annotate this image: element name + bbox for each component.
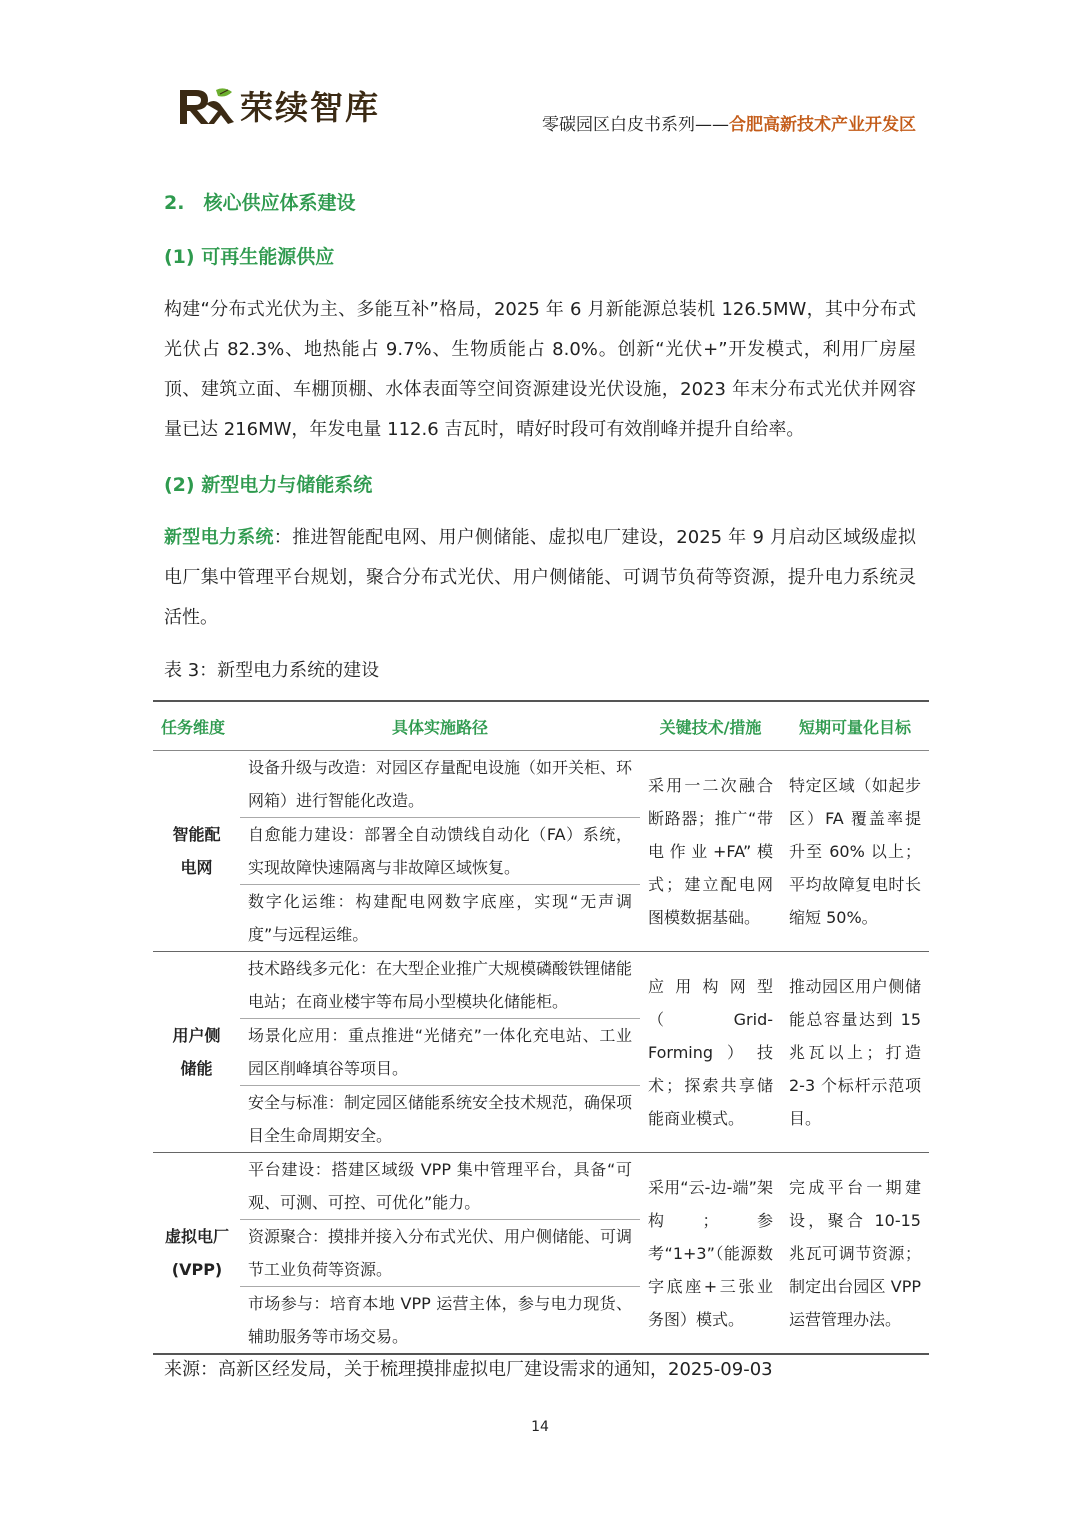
- tech-cell: 采用“云-边-端”架构；参考“1+3”（能源数字底座+三张业务图）模式。: [640, 1153, 781, 1355]
- series-prefix: 零碳园区白皮书系列——: [542, 115, 729, 135]
- subsection-2-paragraph: [164, 518, 916, 638]
- paragraph-lead: 新型电力系统: [164, 527, 274, 548]
- path-cell: 技术路线多元化：在大型企业推广大规模磷酸铁锂储能电站；在商业楼宇等布局小型模块化储能柜。: [240, 952, 640, 1019]
- page-header: [0, 0, 1080, 150]
- dimension-cell: 虚拟电厂(VPP): [153, 1153, 240, 1355]
- subsection-1-title: (1) 可再生能源供应: [164, 246, 335, 268]
- table-header-row: [153, 701, 929, 751]
- path-cell: 设备升级与改造：对园区存量配电设施（如开关柜、环网箱）进行智能化改造。: [240, 751, 640, 818]
- section-title: 2. 核心供应体系建设: [164, 192, 356, 214]
- goal-cell: 推动园区用户侧储能总容量达到 15 兆瓦以上；打造 2-3 个标杆示范项目。: [781, 952, 929, 1153]
- path-cell: 场景化应用：重点推进“光储充”一体化充电站、工业园区削峰填谷等项目。: [240, 1019, 640, 1086]
- series-accent: 合肥高新技术产业开发区: [729, 115, 916, 135]
- logo-text: 荣续智库: [240, 88, 380, 127]
- table-caption: 表 3：新型电力系统的建设: [164, 660, 380, 681]
- logo-rx-icon: [176, 84, 236, 128]
- path-cell: 资源聚合：摸排并接入分布式光伏、用户侧储能、可调节工业负荷等资源。: [240, 1220, 640, 1287]
- path-cell: 数字化运维：构建配电网数字底座，实现“无声调度”与远程运维。: [240, 885, 640, 952]
- goal-cell: 特定区域（如起步区）FA 覆盖率提升至 60% 以上；平均故障复电时长缩短 50%。: [781, 751, 929, 952]
- page-number: 14: [531, 1419, 549, 1435]
- path-cell: 安全与标准：制定园区储能系统安全技术规范，确保项目全生命周期安全。: [240, 1086, 640, 1153]
- header-dimension: 任务维度: [153, 701, 240, 751]
- table-row: [153, 1153, 929, 1220]
- goal-cell: 完成平台一期建设，聚合 10-15 兆瓦可调节资源；制定出台园区 VPP 运营管理办法。: [781, 1153, 929, 1355]
- table-source: 来源：高新区经发局，关于梳理摸排虚拟电厂建设需求的通知，2025-09-03: [164, 1359, 773, 1380]
- power-system-table: [153, 700, 929, 1355]
- path-cell: 平台建设：搭建区域级 VPP 集中管理平台，具备“可观、可测、可控、可优化”能力。: [240, 1153, 640, 1220]
- path-cell: 市场参与：培育本地 VPP 运营主体，参与电力现货、辅助服务等市场交易。: [240, 1287, 640, 1355]
- path-cell: 自愈能力建设：部署全自动馈线自动化（FA）系统，实现故障快速隔离与非故障区域恢复。: [240, 818, 640, 885]
- table-row: [153, 751, 929, 818]
- dimension-cell: 用户侧储能: [153, 952, 240, 1153]
- header-path: 具体实施路径: [240, 701, 640, 751]
- header-goal: 短期可量化目标: [781, 701, 929, 751]
- dimension-cell: 智能配电网: [153, 751, 240, 952]
- header-tech: 关键技术/措施: [640, 701, 781, 751]
- subsection-1-paragraph: 构建“分布式光伏为主、多能互补”格局，2025 年 6 月新能源总装机 126.5MW，其中分布式光伏占 82.3%、地热能占 9.7%、生物质能占 8.0%。创新“光伏+”开发模式，利用厂房屋顶、建筑立面、车棚顶棚、水体表面等空间资源建设光伏设施，2023 年末分布式光伏并网容量已达 216MW，年发电量 112.6 吉瓦时，晴好时段可有效削峰并提升自给率。: [164, 299, 916, 440]
- subsection-2-title: (2) 新型电力与储能系统: [164, 474, 373, 496]
- tech-cell: 应用构网型（Grid-Forming）技术；探索共享储能商业模式。: [640, 952, 781, 1153]
- paragraph-body: ：推进智能配电网、用户侧储能、虚拟电厂建设，2025 年 9 月启动区域级虚拟电厂集中管理平台规划，聚合分布式光伏、用户侧储能、可调节负荷等资源，提升电力系统灵活性。: [164, 527, 916, 628]
- series-title: [542, 110, 916, 135]
- logo: [176, 82, 380, 129]
- table-row: [153, 952, 929, 1019]
- tech-cell: 采用一二次融合断路器；推广“带电作业+FA”模式；建立配电网图模数据基础。: [640, 751, 781, 952]
